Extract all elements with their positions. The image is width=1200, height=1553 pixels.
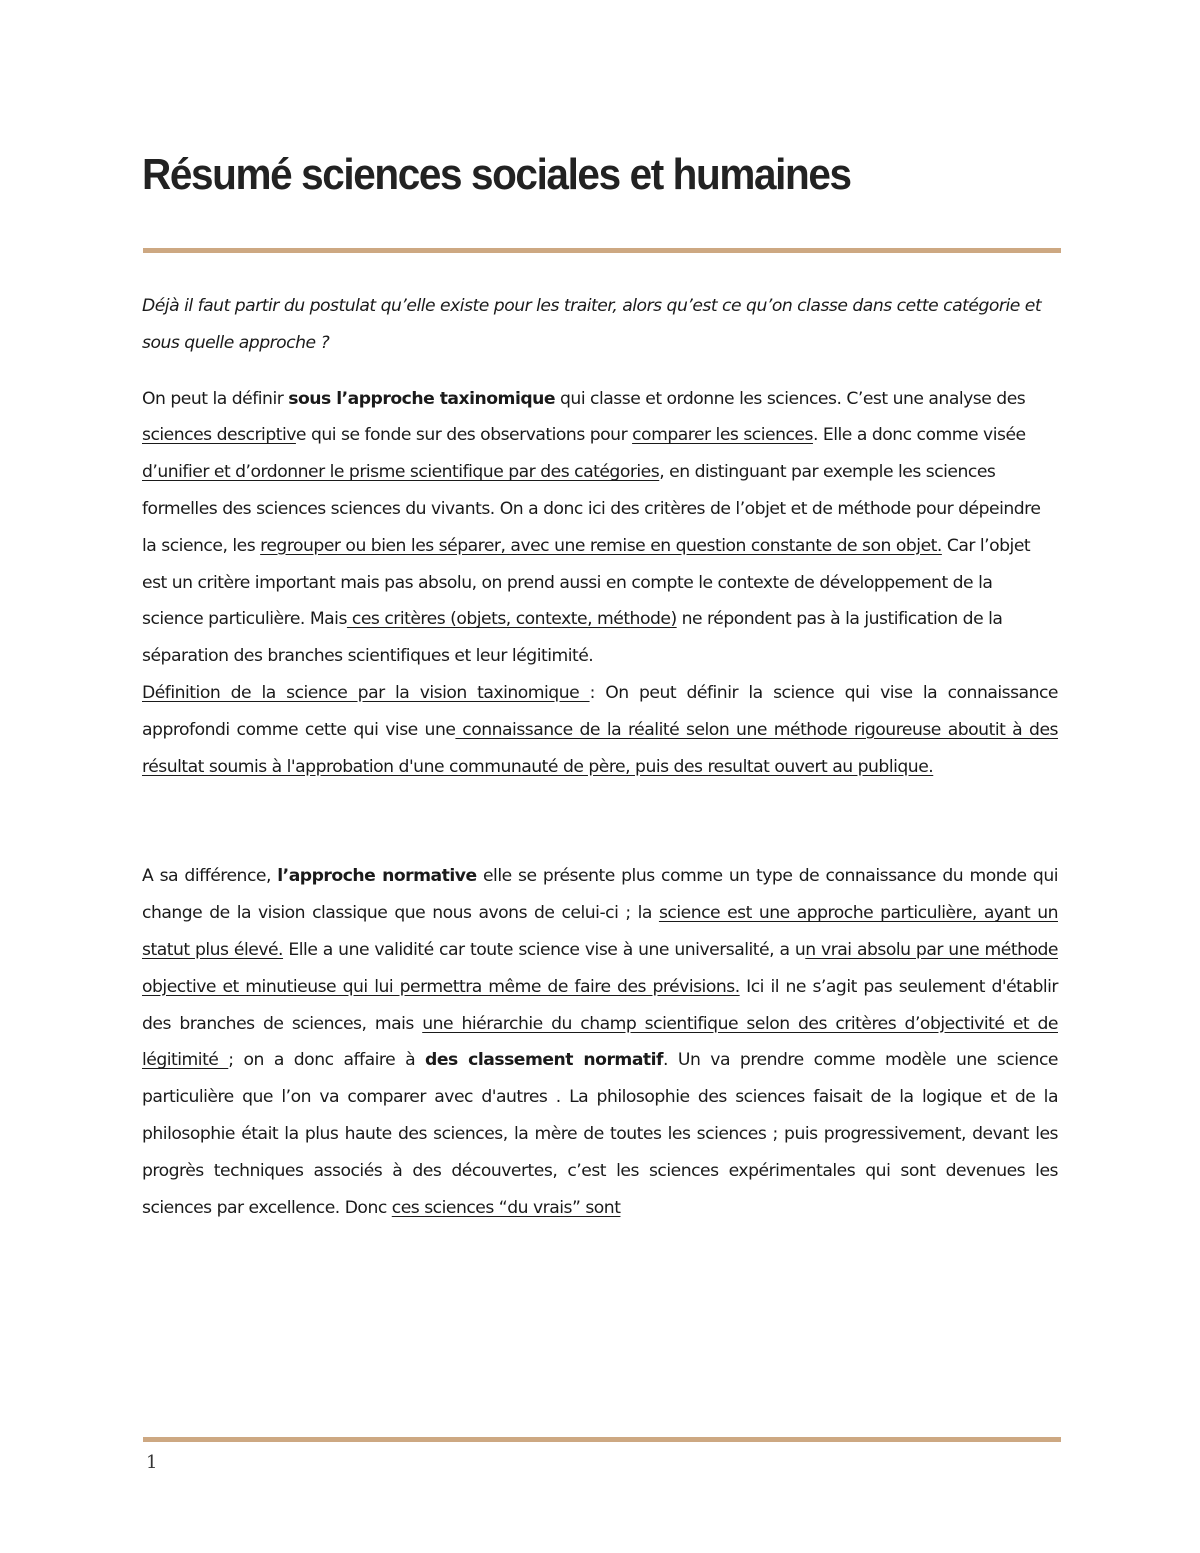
p3-underline-4: ces sciences “du vrais” sont [391,1197,621,1218]
paragraph-definition [142,675,1058,785]
p3-bold-1: l’approche normative [277,866,477,887]
title-divider [143,248,1061,253]
paragraph-taxinomique [142,381,1058,675]
p3-text-5: ; on a donc affaire à [228,1050,426,1071]
page-number: 1 [146,1452,158,1473]
p2-underline-2: connaissance de la réalité selon une méthode rigoureuse aboutit à des résultat soumis à l'approbation d'une communauté de père, puis des resultat ouvert au publique. [142,719,1058,777]
p1-underline-3: d’unifier et d’ordonner le prisme scientifique par des catégories [142,462,660,483]
intro-question: Déjà il faut partir du postulat qu’elle existe pour les traiter, alors qu’est ce qu’on classe dans cette catégorie et sous quelle approche ? [142,296,1042,353]
p1-text-2: qui classe et ordonne les sciences. C’est une analyse des [555,388,1026,409]
p1-text-5: , en distinguant par exemple les sciences formelles des sciences sciences du vivants. On a donc ici des critères de l’objet et de méthode pour dépeindre la science, les [142,462,1041,556]
footer-divider [143,1437,1061,1442]
p1-underline-4: regrouper ou bien les séparer, avec une remise en question constante de son objet. [260,535,942,556]
paragraph-spacer [142,785,1058,858]
p1-underline-5: ces critères (objets, contexte, méthode) [346,609,677,630]
p1-bold-1: sous l’approche taxinomique [288,388,556,409]
p1-text-7: ne répondent pas à la justification de la séparation des branches scientifiques et leur légitimité. [142,609,1003,667]
p3-text-2: elle se présente plus comme un type de connaissance du monde qui change de la vision classique que nous avons de celui-ci ; la [142,866,1059,924]
p3-underline-2: n vrai absolu par une méthode objective et minutieuse qui lui permettra même de faire des prévisions. [142,939,1058,997]
p3-underline-1: science est une approche particulière, ayant un statut plus élevé. [142,903,1058,960]
p3-text-4: Ici il ne s’agit pas seulement d'établir des branches de sciences, mais [142,976,1058,1034]
p1-text-1: On peut la définir [142,388,289,409]
p3-bold-2: des classement normatif [425,1050,664,1071]
p2-underline-1: Définition de la science par la vision taxinomique [142,682,590,703]
p3-text-6: . Un va prendre comme modèle une science particulière que l’on va comparer avec d'autres . La philosophie des sciences faisait de la logique et de la philosophie était la plus haute des sciences, la mère de toutes les sciences ; puis progressivement, devant les progrès techniques associés à des découvertes, c’est les sciences expérimentales qui sont devenues les sciences par excellence. Donc [142,1050,1058,1218]
p1-text-4: . Elle a donc comme visée [812,425,1026,446]
document-title: Résumé sciences sociales et humaines [142,150,851,199]
p1-text-6: Car l’objet est un critère important mais pas absolu, on prend aussi en compte le contexte de développement de la science particulière. Mais [142,535,1031,630]
p1-underline-2: comparer les sciences [632,425,813,446]
p3-text-1: A sa différence, [142,866,278,887]
p3-text-3: Elle a une validité car toute science vise à une universalité, a u [283,939,806,960]
p1-underline-1: sciences descriptiv [142,425,296,446]
document-body [142,288,1058,1226]
paragraph-normative [142,858,1058,1226]
p3-underline-3: une hiérarchie du champ scientifique selon des critères d’objectivité et de légitimité [142,1013,1058,1071]
p2-text-1: : On peut définir la science qui vise la connaissance approfondi comme cette qui vise une [142,682,1058,740]
p1-text-3: e qui se fonde sur des observations pour [295,425,633,446]
